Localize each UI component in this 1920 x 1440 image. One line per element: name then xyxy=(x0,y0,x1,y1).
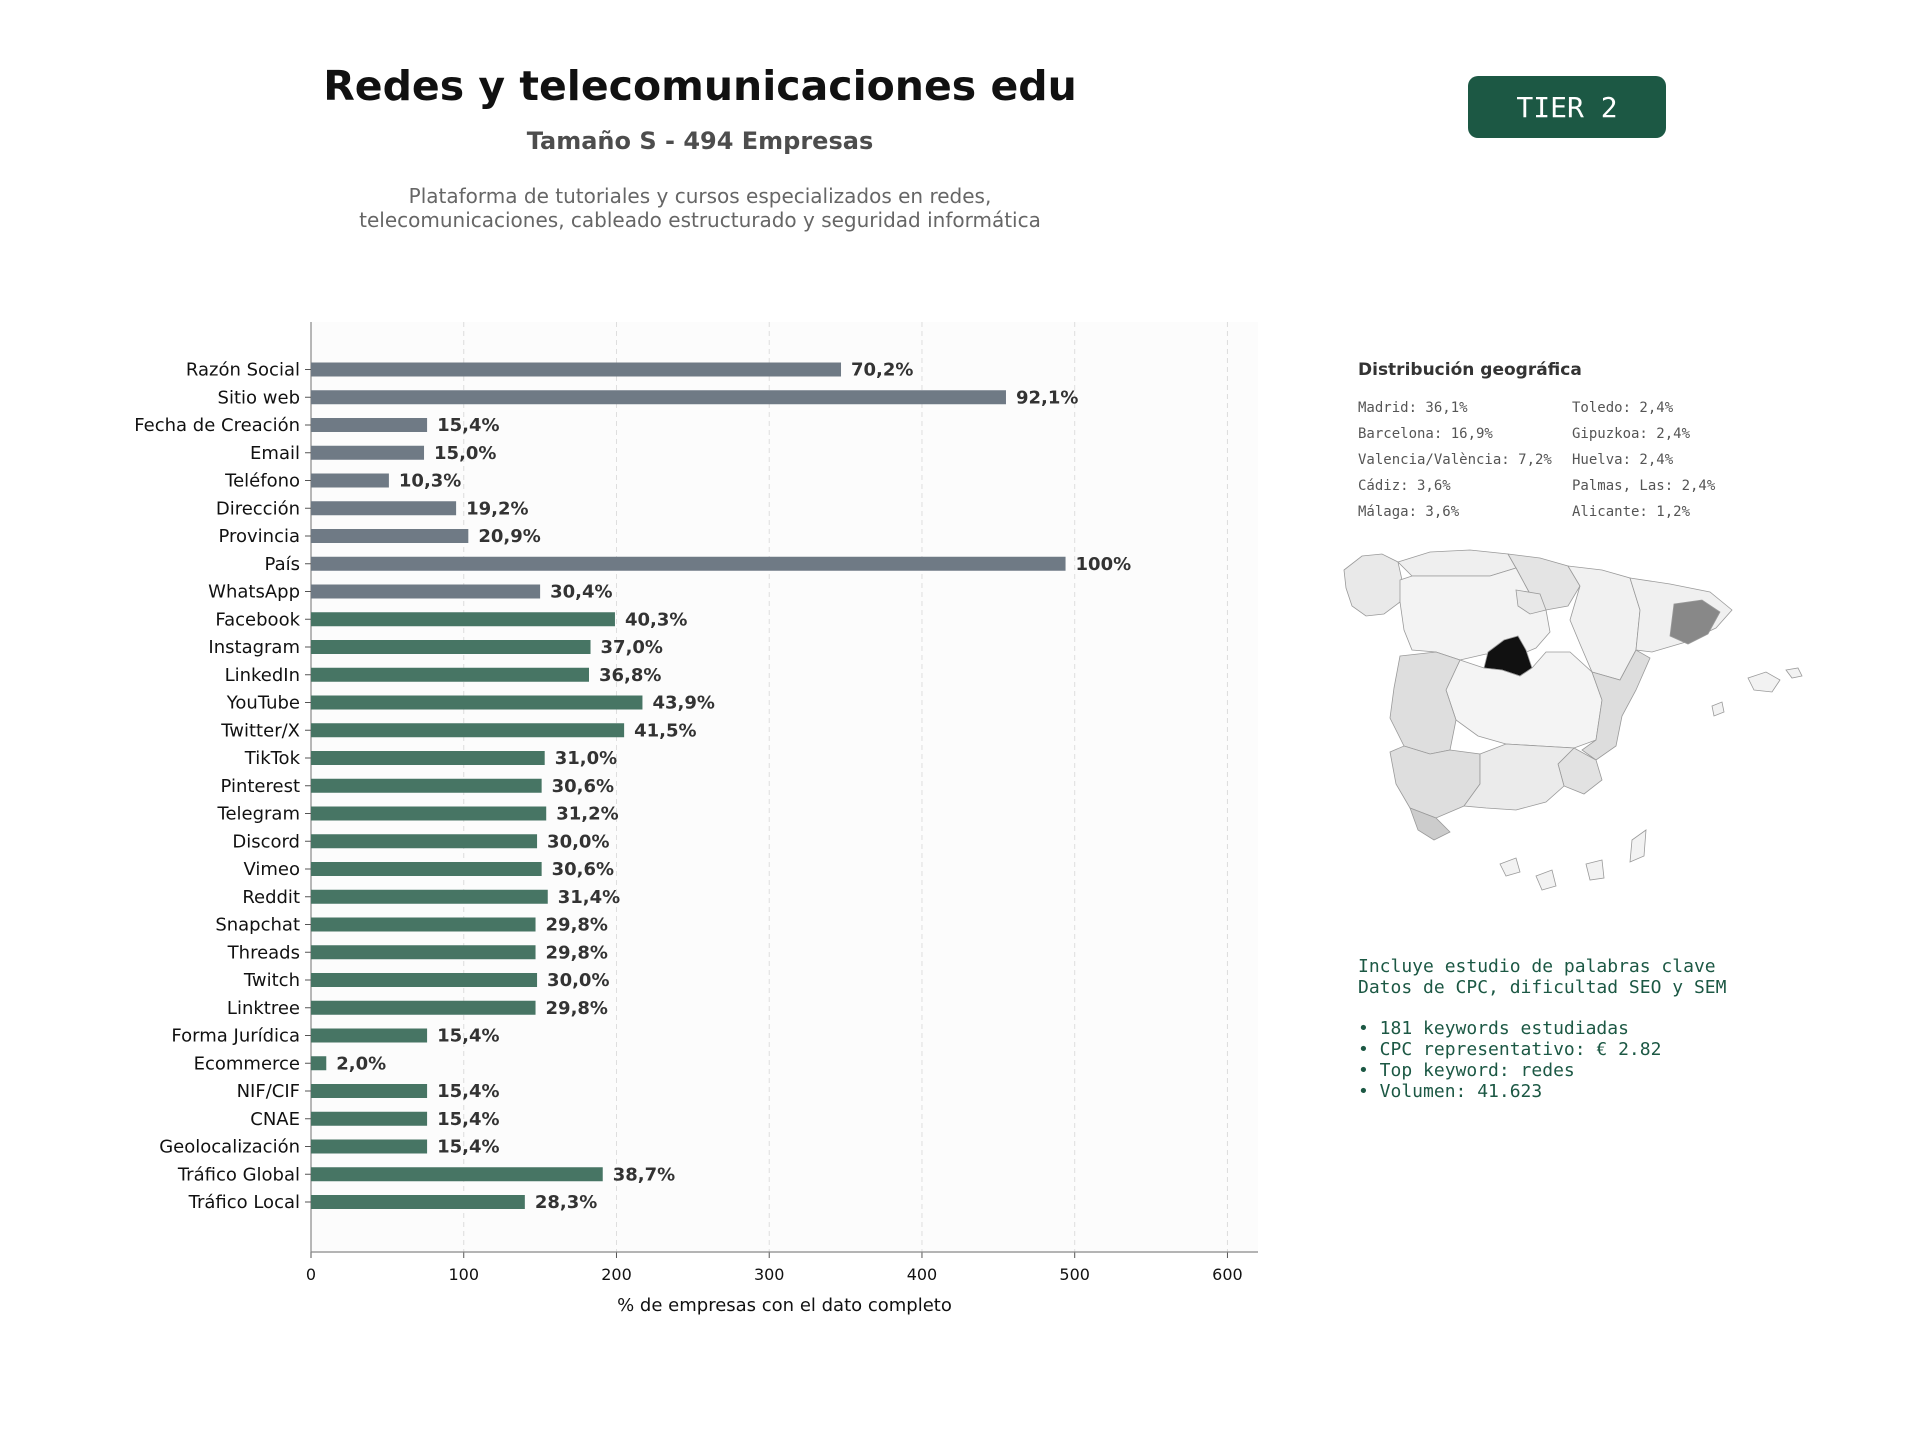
bar-value-label: 41,5% xyxy=(634,720,697,742)
bar-value-label: 2,0% xyxy=(336,1053,387,1075)
geo-item: Gipuzkoa: 2,4% xyxy=(1572,426,1691,442)
geo-item: Toledo: 2,4% xyxy=(1572,400,1674,416)
geo-item: Cádiz: 3,6% xyxy=(1358,478,1451,494)
geo-item: Huelva: 2,4% xyxy=(1572,452,1674,468)
category-label: Reddit xyxy=(242,886,300,908)
keywords-intro-line-2: Datos de CPC, dificultad SEO y SEM xyxy=(1358,977,1727,998)
geo-item: Valencia/València: 7,2% xyxy=(1358,452,1552,468)
bar xyxy=(311,1140,427,1154)
bar-value-label: 15,4% xyxy=(437,1025,500,1047)
category-label: Razón Social xyxy=(185,359,300,381)
keyword-bullet: • Top keyword: redes xyxy=(1358,1060,1575,1081)
category-label: Sitio web xyxy=(217,387,300,409)
category-label: Pinterest xyxy=(220,775,300,797)
map-region-balearics-2 xyxy=(1786,668,1802,678)
geo-item: Málaga: 3,6% xyxy=(1358,504,1460,520)
category-label: Tráfico Local xyxy=(188,1192,300,1213)
bar-value-label: 37,0% xyxy=(600,637,663,658)
keywords-panel xyxy=(1358,956,1726,1102)
category-label: Tráfico Global xyxy=(177,1164,300,1186)
bar-value-label: 29,8% xyxy=(545,997,608,1019)
category-label: Telegram xyxy=(217,803,300,825)
bar-value-label: 30,6% xyxy=(551,859,615,880)
page-subtitle: Tamaño S - 494 Empresas xyxy=(526,127,874,155)
bar-value-label: 31,0% xyxy=(554,748,618,769)
bar xyxy=(311,501,456,515)
bar-value-label: 31,4% xyxy=(557,886,621,908)
category-label: Dirección xyxy=(215,498,300,520)
keyword-bullet: • 181 keywords estudiadas xyxy=(1358,1018,1629,1039)
bar xyxy=(311,779,542,793)
bar-value-label: 15,4% xyxy=(437,1108,500,1130)
category-label: Teléfono xyxy=(225,470,300,492)
keywords-spacer xyxy=(1358,998,1726,1018)
x-tick-label: 300 xyxy=(753,1265,785,1284)
bar xyxy=(311,890,548,904)
bar xyxy=(311,834,537,848)
category-label: Ecommerce xyxy=(193,1053,300,1075)
bar-value-label: 36,8% xyxy=(598,664,662,686)
bar-value-label: 15,0% xyxy=(434,442,497,464)
category-label: Forma Jurídica xyxy=(171,1025,300,1047)
geo-item: Palmas, Las: 2,4% xyxy=(1572,478,1716,494)
category-label: YouTube xyxy=(226,692,300,714)
category-label: Twitch xyxy=(243,970,300,991)
bar xyxy=(311,1056,326,1070)
category-label: Discord xyxy=(232,831,300,853)
map-region-canary-2 xyxy=(1536,870,1556,890)
bar-value-label: 92,1% xyxy=(1015,387,1079,409)
bar xyxy=(311,585,540,599)
bar-value-label: 70,2% xyxy=(851,359,914,381)
map-region-balearics-1 xyxy=(1748,672,1780,692)
bar-value-label: 10,3% xyxy=(398,470,462,492)
bar xyxy=(311,612,615,626)
bar xyxy=(311,446,424,460)
map-region-canary-3 xyxy=(1586,860,1604,880)
bar xyxy=(311,945,536,959)
category-label: Twitter/X xyxy=(221,720,300,742)
bar xyxy=(311,1084,427,1098)
bar-value-label: 40,3% xyxy=(624,609,688,631)
bar xyxy=(311,474,389,488)
bar-value-label: 30,4% xyxy=(550,581,613,603)
bar xyxy=(311,1167,603,1181)
bar-value-label: 15,4% xyxy=(437,415,500,436)
bar-value-label: 29,8% xyxy=(545,942,608,964)
category-label: Threads xyxy=(227,942,300,964)
bar xyxy=(311,668,589,682)
bar-value-label: 15,4% xyxy=(437,1081,500,1102)
map-region-andalusia-west xyxy=(1390,746,1480,818)
bar xyxy=(311,363,841,377)
category-label: Provincia xyxy=(218,526,300,547)
tier-badge: TIER 2 xyxy=(1468,76,1666,138)
category-label: Fecha de Creación xyxy=(134,415,300,436)
description-line-1: Plataforma de tutoriales y cursos especializados en redes, xyxy=(408,184,992,208)
geo-item: Alicante: 1,2% xyxy=(1572,504,1691,520)
bar xyxy=(311,1029,427,1043)
bar-value-label: 31,2% xyxy=(556,803,619,825)
x-tick-label: 400 xyxy=(906,1265,938,1284)
geo-distribution-title: Distribución geográfica xyxy=(1358,360,1582,380)
bar-value-label: 28,3% xyxy=(534,1192,598,1213)
category-label: NIF/CIF xyxy=(236,1081,300,1102)
bar xyxy=(311,390,1006,404)
category-label: TikTok xyxy=(244,748,300,769)
category-label: WhatsApp xyxy=(208,581,300,603)
x-tick-label: 200 xyxy=(601,1265,632,1284)
bar xyxy=(311,751,545,765)
map-region-galicia xyxy=(1344,554,1402,616)
geo-item: Madrid: 36,1% xyxy=(1358,400,1468,416)
category-label: Vimeo xyxy=(243,859,300,880)
map-region-barcelona xyxy=(1670,600,1720,644)
keyword-bullet: • CPC representativo: € 2.82 xyxy=(1358,1039,1662,1060)
bar-value-label: 100% xyxy=(1075,553,1132,575)
bar xyxy=(311,723,624,737)
bar-value-label: 30,0% xyxy=(547,970,610,991)
bar-value-label: 30,0% xyxy=(547,831,610,853)
description-line-2: telecomunicaciones, cableado estructurado y seguridad informática xyxy=(359,208,1041,232)
keywords-intro-line-1: Incluye estudio de palabras clave xyxy=(1358,956,1716,977)
x-tick-label: 100 xyxy=(448,1265,480,1284)
bar xyxy=(311,807,546,821)
category-label: CNAE xyxy=(250,1108,300,1130)
bar-value-label: 43,9% xyxy=(652,692,715,714)
category-label: Facebook xyxy=(215,609,300,631)
bar xyxy=(311,862,542,876)
x-axis-label: % de empresas con el dato completo xyxy=(617,1295,952,1316)
bar-value-label: 19,2% xyxy=(466,498,529,520)
category-label: Linktree xyxy=(226,997,300,1019)
bar xyxy=(311,1001,536,1015)
bar xyxy=(311,1112,427,1126)
keyword-bullet: • Volumen: 41.623 xyxy=(1358,1081,1543,1102)
map-region-balearics-3 xyxy=(1712,702,1724,716)
bar-value-label: 15,4% xyxy=(437,1136,500,1158)
map-region-andalusia-east xyxy=(1464,744,1574,810)
x-tick-label: 0 xyxy=(305,1265,317,1284)
map-region-canary-1 xyxy=(1500,858,1520,876)
bar xyxy=(311,640,591,654)
category-label: País xyxy=(264,553,300,575)
bar xyxy=(311,557,1066,571)
bar xyxy=(311,973,537,987)
bar-value-label: 20,9% xyxy=(478,526,541,547)
bar xyxy=(311,1195,525,1209)
x-tick-label: 600 xyxy=(1212,1265,1243,1284)
bar-value-label: 29,8% xyxy=(545,914,608,936)
map-region-asturias-cantabria xyxy=(1398,550,1516,576)
bar-value-label: 38,7% xyxy=(612,1164,676,1186)
geo-item: Barcelona: 16,9% xyxy=(1358,426,1493,442)
category-label: LinkedIn xyxy=(224,664,300,686)
x-tick-label: 500 xyxy=(1059,1265,1090,1284)
bar-value-label: 30,6% xyxy=(551,775,615,797)
map-region-extremadura xyxy=(1390,652,1460,754)
bar xyxy=(311,529,468,543)
category-label: Instagram xyxy=(208,637,300,658)
map-region-canary-4 xyxy=(1630,830,1646,862)
category-label: Email xyxy=(250,442,300,464)
category-label: Geolocalización xyxy=(159,1136,300,1158)
bar xyxy=(311,696,642,710)
bar xyxy=(311,418,427,432)
category-label: Snapchat xyxy=(215,914,300,936)
bar xyxy=(311,918,536,932)
page-title: Redes y telecomunicaciones edu xyxy=(323,62,1077,110)
spain-province-map xyxy=(1340,540,1850,910)
